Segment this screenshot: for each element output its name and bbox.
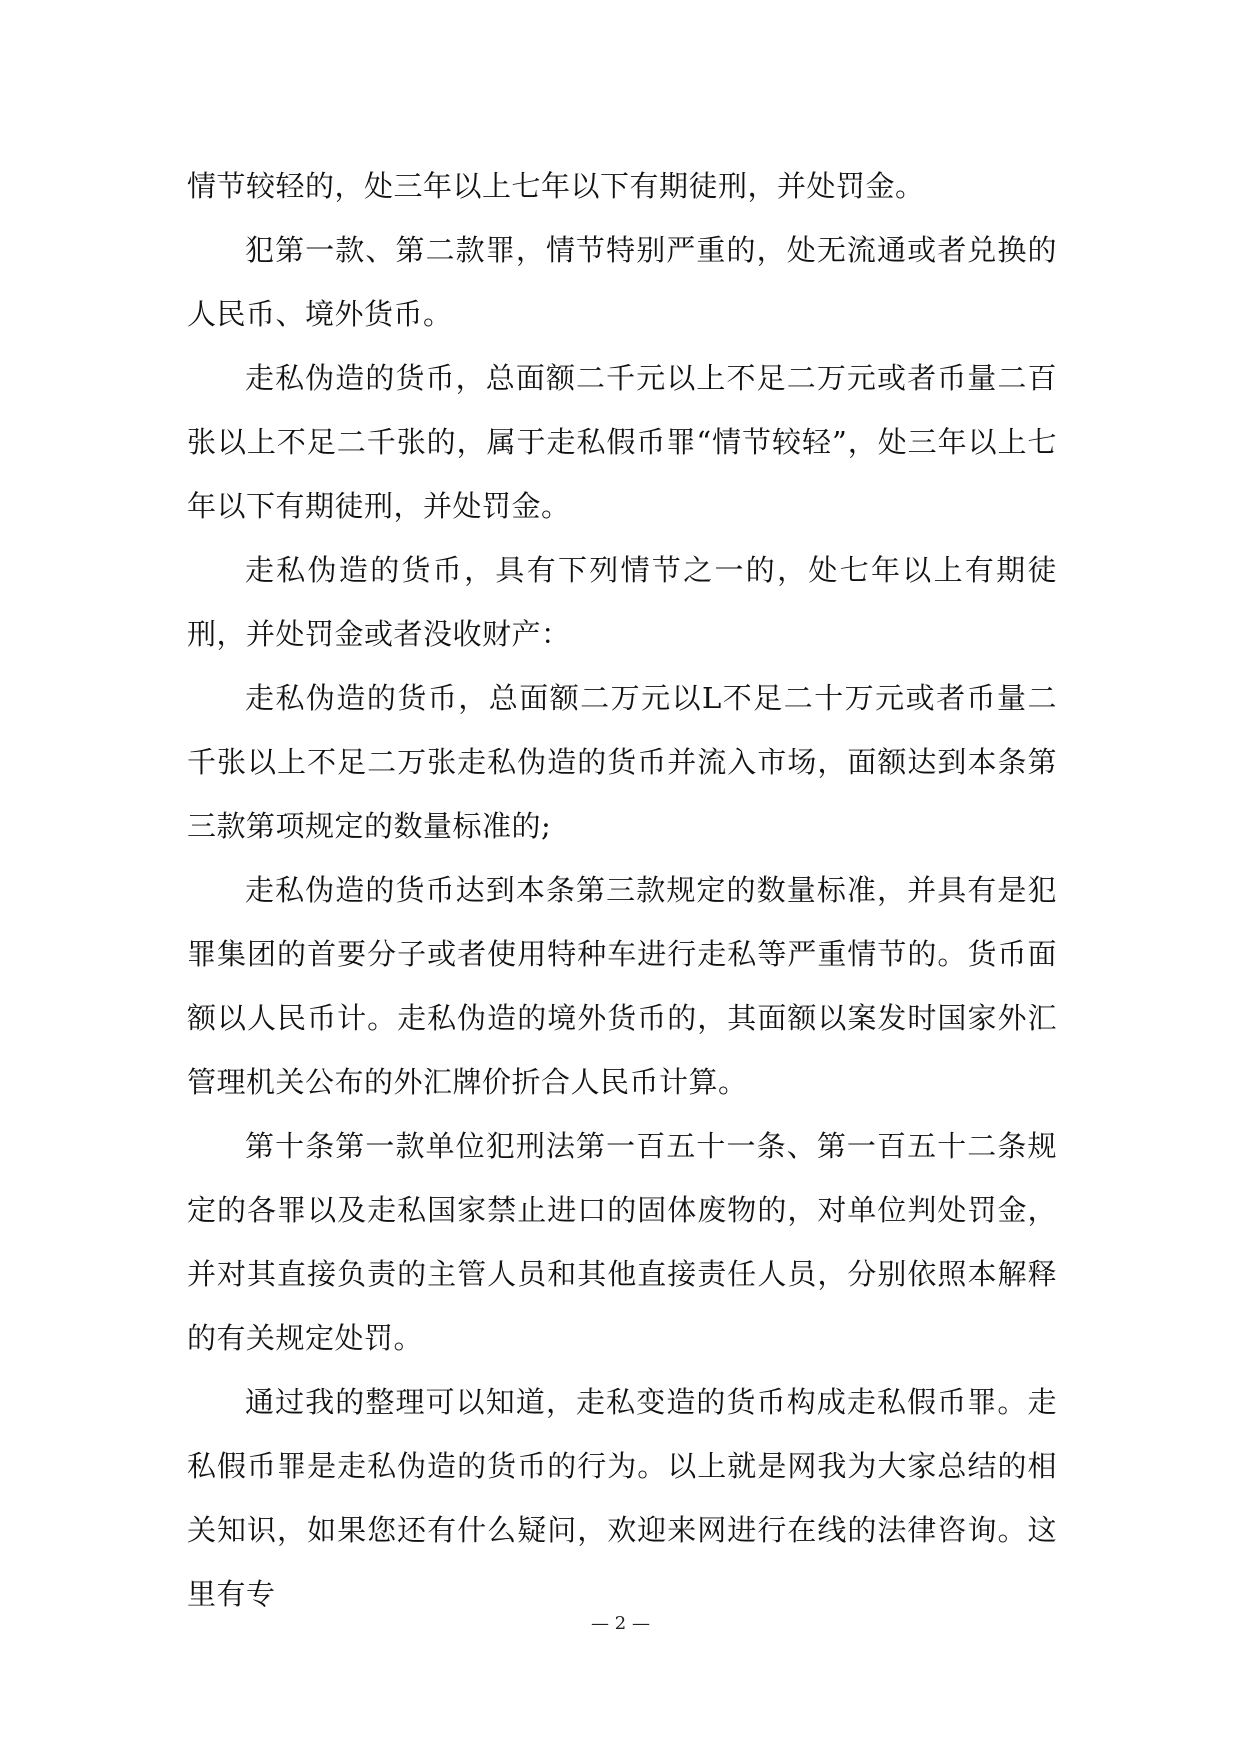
paragraph: 走私伪造的货币，总面额二万元以L不足二十万元或者币量二千张以上不足二万张走私伪造的货币并流入市场，面额达到本条第三款第项规定的数量标准的; <box>187 681 1057 843</box>
paragraph: 第十条第一款单位犯刑法第一百五十一条、第一百五十二条规定的各罪以及走私国家禁止进口的固体废物的，对单位判处罚金，并对其直接负责的主管人员和其他直接责任人员，分别依照本解释的有关规定处罚。 <box>187 1129 1057 1355</box>
paragraph: 走私伪造的货币达到本条第三款规定的数量标准，并具有是犯罪集团的首要分子或者使用特种车进行走私等严重情节的。货币面额以人民币计。走私伪造的境外货币的，其面额以案发时国家外汇管理机关公布的外汇牌价折合人民币计算。 <box>187 873 1057 1099</box>
document-body <box>187 154 1057 1626</box>
paragraph-continuation: 情节较轻的，处三年以上七年以下有期徒刑，并处罚金。 <box>187 169 925 203</box>
paragraph: 走私伪造的货币，总面额二千元以上不足二万元或者币量二百张以上不足二千张的，属于走私假币罪“情节较轻”，处三年以上七年以下有期徒刑，并处罚金。 <box>187 361 1057 523</box>
paragraph: 走私伪造的货币，具有下列情节之一的，处七年以上有期徒刑，并处罚金或者没收财产： <box>187 553 1057 651</box>
page-number: — 2 — <box>591 1613 650 1634</box>
paragraph: 犯第一款、第二款罪，情节特别严重的，处无流通或者兑换的人民币、境外货币。 <box>187 233 1057 331</box>
paragraph: 通过我的整理可以知道，走私变造的货币构成走私假币罪。走私假币罪是走私伪造的货币的行为。以上就是网我为大家总结的相关知识，如果您还有什么疑问，欢迎来网进行在线的法律咨询。这里有专 <box>187 1385 1057 1611</box>
